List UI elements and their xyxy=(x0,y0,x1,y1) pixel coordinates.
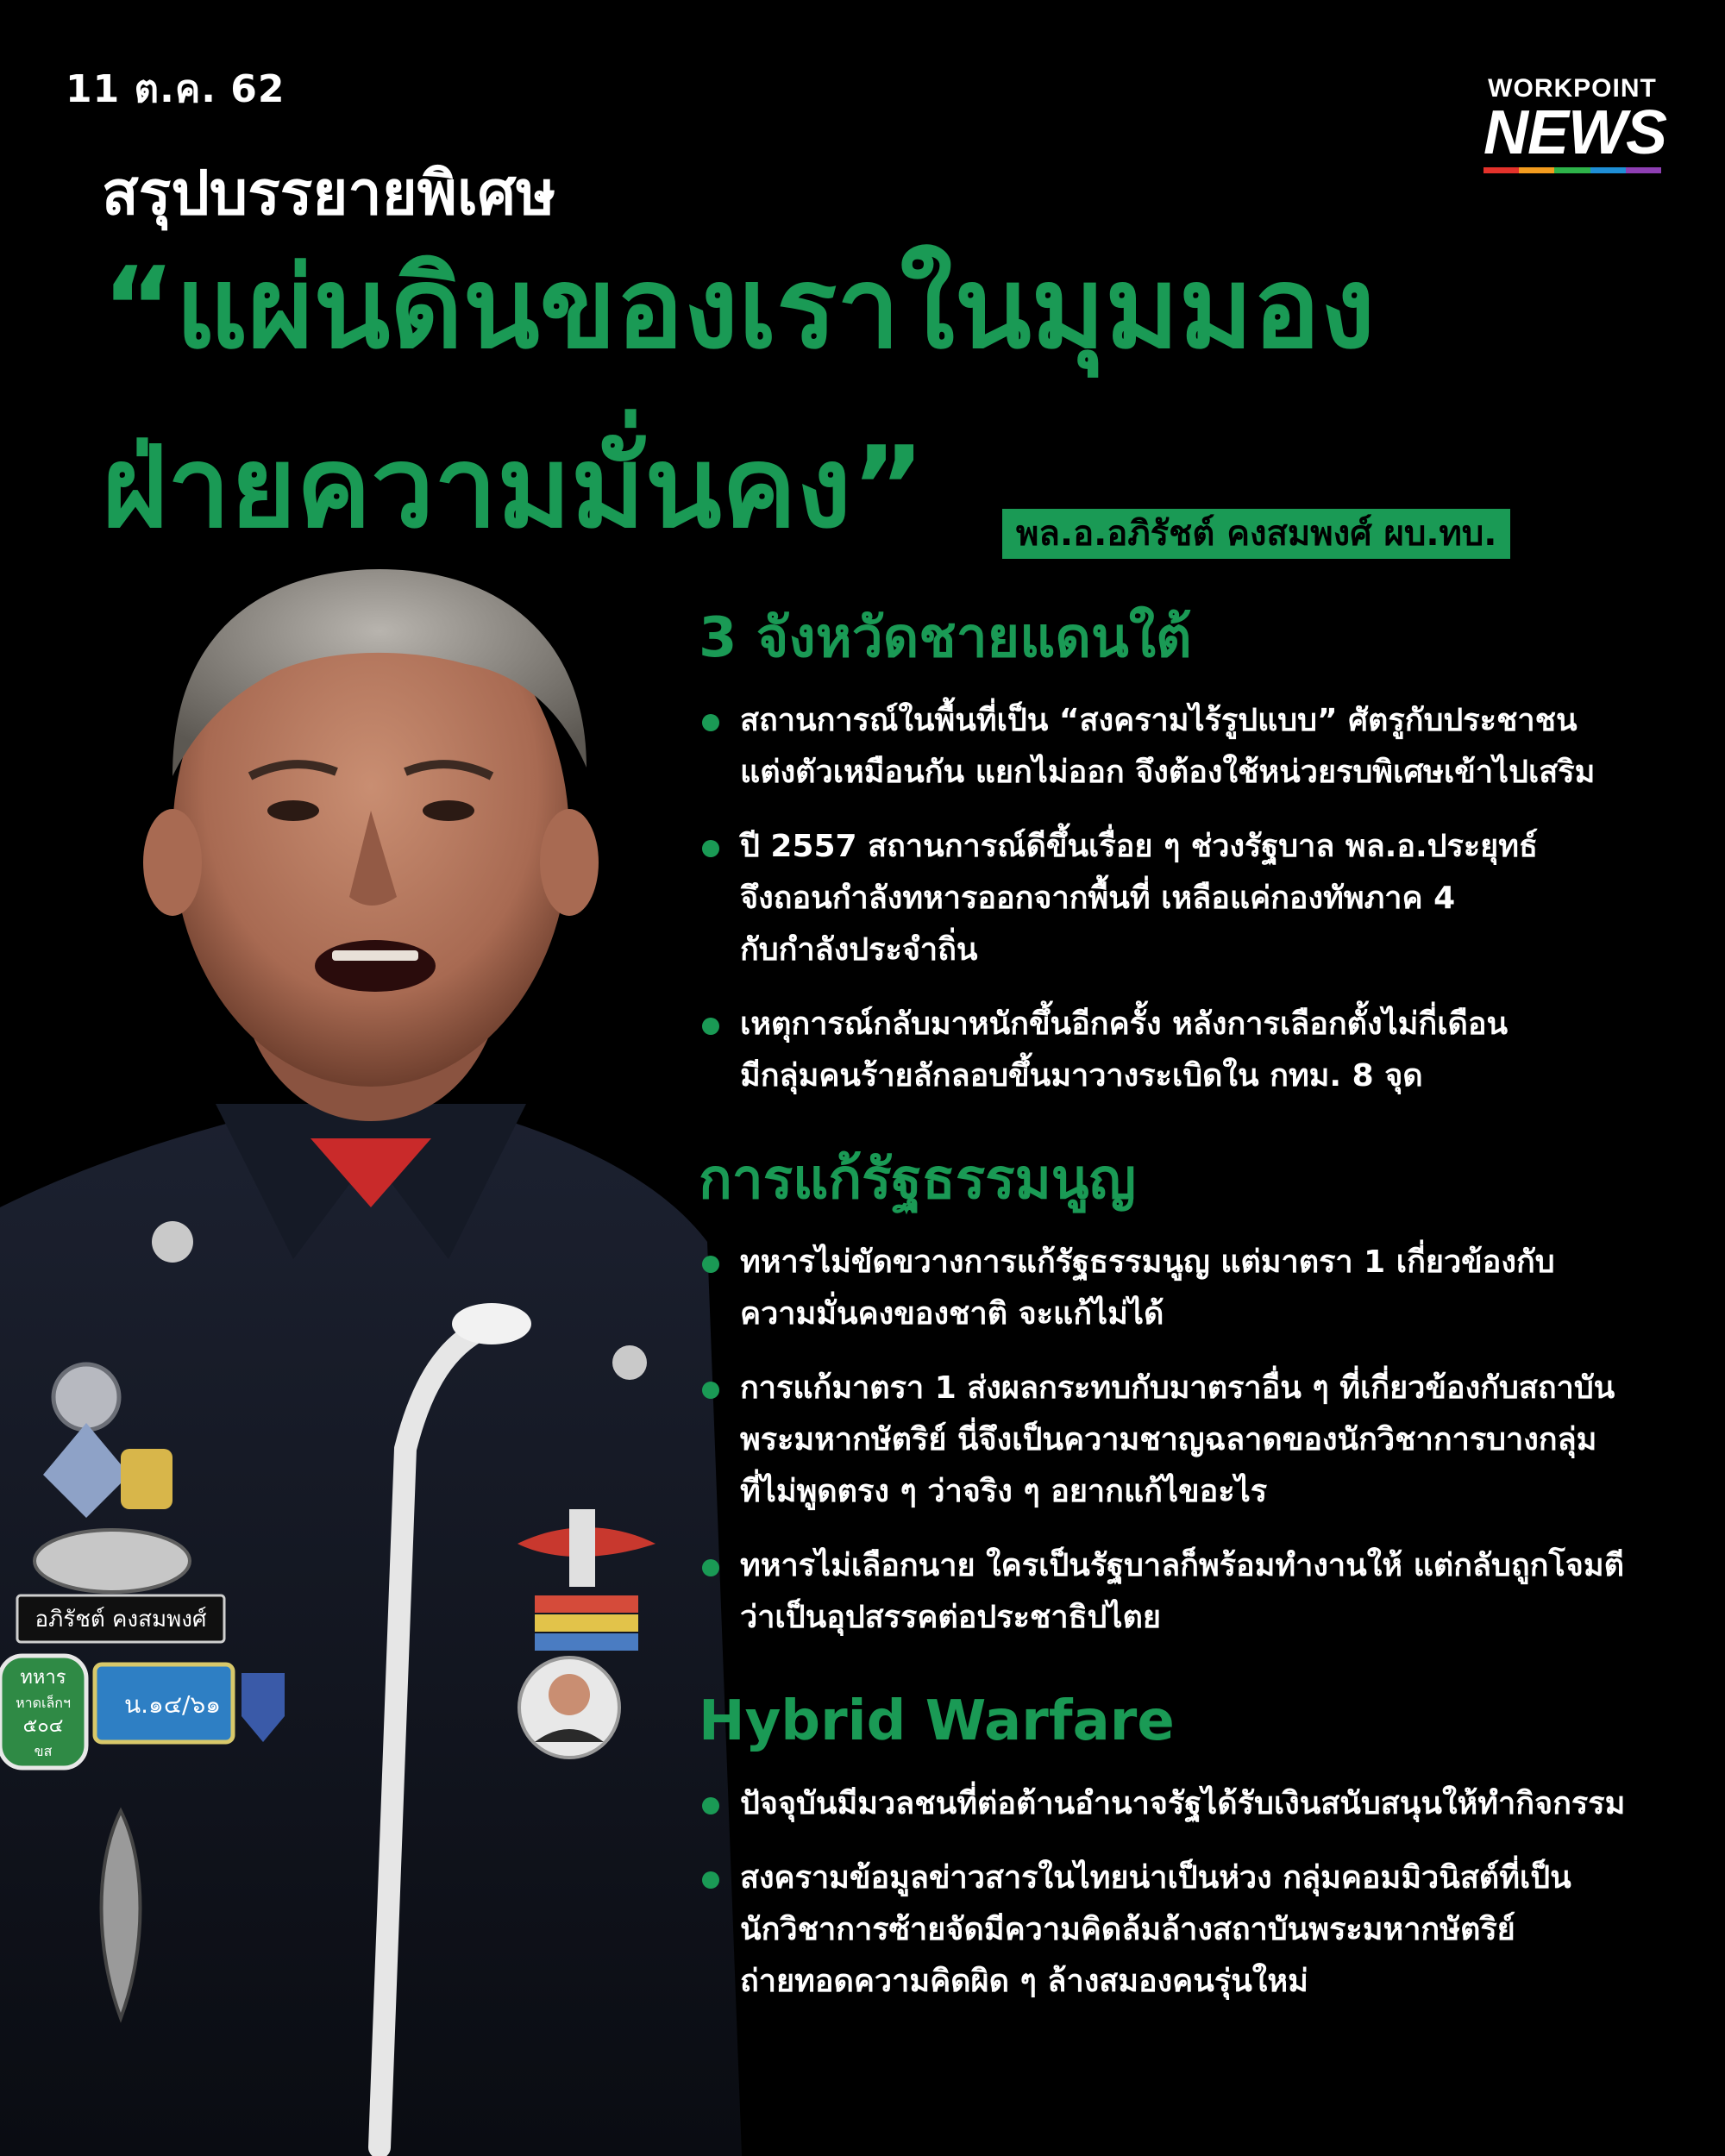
logo-bar-segment xyxy=(1484,167,1519,173)
section-heading: 3 จังหวัดชายแดนใต้ xyxy=(699,606,1192,670)
svg-text:ทหาร: ทหาร xyxy=(20,1667,66,1689)
section-heading: การแก้รัฐธรรมนูญ xyxy=(699,1148,1137,1212)
title-line-2: ฝ่ายความมั่นคง” xyxy=(102,422,925,553)
bullet-line: พระมหากษัตริย์ นี่จึงเป็นความชาญฉลาดของนักวิชาการบางกลุ่ม xyxy=(740,1422,1597,1457)
right-ear xyxy=(540,809,599,916)
svg-text:๕๐๔: ๕๐๔ xyxy=(22,1715,64,1737)
date-label: 11 ต.ค. 62 xyxy=(66,67,285,111)
bullet-line: สถานการณ์ในพื้นที่เป็น “สงครามไร้รูปแบบ” ศัตรูกับประชาชน xyxy=(740,703,1578,738)
bullet-line: สงครามข้อมูลข่าวสารในไทยน่าเป็นห่วง กลุ่มคอมมิวนิสต์ที่เป็น xyxy=(740,1860,1571,1896)
logo-color-bar xyxy=(1484,167,1661,173)
subtitle: สรุปบรรยายพิเศษ xyxy=(102,158,556,229)
bullet-list xyxy=(699,695,1690,1102)
section-3 xyxy=(699,1687,1690,2008)
bullet-line: การแก้มาตรา 1 ส่งผลกระทบกับมาตราอื่น ๆ ที่เกี่ยวข้องกับสถาบัน xyxy=(740,1370,1615,1406)
bullet-item xyxy=(699,1237,1690,1340)
bullet-dot-icon xyxy=(702,1559,719,1576)
workpoint-news-logo xyxy=(1484,74,1666,173)
bullet-dot-icon xyxy=(702,714,719,731)
content-column xyxy=(699,604,1690,2051)
bullet-line: ความมั่นคงของชาติ จะแก้ไม่ได้ xyxy=(740,1296,1164,1332)
bullet-dot-icon xyxy=(702,1382,719,1399)
bullet-line: นักวิชาการซ้ายจัดมีความคิดล้มล้างสถาบันพระมหากษัตริย์ xyxy=(740,1912,1515,1947)
bullet-list xyxy=(699,1778,1690,2008)
bullet-item xyxy=(699,1852,1690,2008)
svg-text:ขส: ขส xyxy=(34,1743,53,1759)
bullet-dot-icon xyxy=(702,1797,719,1814)
ribbon-bar xyxy=(535,1595,638,1651)
mouth-shape xyxy=(315,940,436,992)
title-line-1: “แผ่นดินของเราในมุมมอง xyxy=(102,242,1376,373)
left-eye xyxy=(267,800,319,821)
bullet-dot-icon xyxy=(702,1018,719,1035)
bullet-line: ถ่ายทอดความคิดผิด ๆ ล้างสมองคนรุ่นใหม่ xyxy=(740,1964,1308,1999)
svg-text:น.๑๔/๖๑: น.๑๔/๖๑ xyxy=(124,1690,221,1719)
bullet-dot-icon xyxy=(702,1256,719,1273)
bullet-item xyxy=(699,1540,1690,1644)
logo-bar-segment xyxy=(1554,167,1590,173)
bullet-line: กับกำลังประจำถิ่น xyxy=(740,932,978,968)
right-eye xyxy=(423,800,474,821)
bullet-line: ปี 2557 สถานการณ์ดีขึ้นเรื่อย ๆ ช่วงรัฐบาล พล.อ.ประยุทธ์ xyxy=(740,829,1538,864)
bullet-line: ว่าเป็นอุปสรรคต่อประชาธิปไตย xyxy=(740,1600,1161,1635)
bullet-line: ที่ไม่พูดตรง ๆ ว่าจริง ๆ อยากแก้ไขอะไร xyxy=(740,1474,1268,1509)
bullet-list xyxy=(699,1237,1690,1644)
bullet-item xyxy=(699,999,1690,1102)
section-1 xyxy=(699,604,1690,1102)
speaker-label: พล.อ.อภิรัชต์ คงสมพงศ์ ผบ.ทบ. xyxy=(1002,509,1510,559)
bullet-line: มีกลุ่มคนร้ายลักลอบขึ้นมาวางระเบิดใน กทม. 8 จุด xyxy=(740,1058,1423,1094)
bullet-dot-icon xyxy=(702,1871,719,1889)
bullet-line: จึงถอนกำลังทหารออกจากพื้นที่ เหลือแค่กองทัพภาค 4 xyxy=(740,881,1456,916)
bullet-item xyxy=(699,1363,1690,1518)
bullet-dot-icon xyxy=(702,840,719,857)
bullet-item xyxy=(699,695,1690,799)
svg-text:หาดเล็กฯ: หาดเล็กฯ xyxy=(16,1695,71,1711)
bullet-line: ปัจจุบันมีมวลชนที่ต่อต้านอำนาจรัฐได้รับเงินสนับสนุนให้ทำกิจกรรม xyxy=(740,1786,1626,1821)
microphone-head xyxy=(452,1303,531,1344)
bullet-item xyxy=(699,821,1690,976)
nameplate-text: อภิรัชต์ คงสมพงศ์ xyxy=(34,1607,207,1633)
bullet-line: ทหารไม่เลือกนาย ใครเป็นรัฐบาลก็พร้อมทำงานให้ แต่กลับถูกโจมตี xyxy=(740,1548,1624,1583)
portrait-illustration xyxy=(0,552,776,2156)
logo-top-text: WORKPOINT xyxy=(1488,74,1657,103)
logo-bar-segment xyxy=(1519,167,1554,173)
section-2 xyxy=(699,1145,1690,1644)
logo-main-text: NEWS xyxy=(1484,98,1666,167)
section-heading: Hybrid Warfare xyxy=(699,1689,1175,1753)
bullet-line: ทหารไม่ขัดขวางการแก้รัฐธรรมนูญ แต่มาตรา 1 เกี่ยวข้องกับ xyxy=(740,1244,1555,1280)
bullet-line: แต่งตัวเหมือนกัน แยกไม่ออก จึงต้องใช้หน่วยรบพิเศษเข้าไปเสริม xyxy=(740,755,1596,790)
bullet-item xyxy=(699,1778,1690,1830)
logo-bar-segment xyxy=(1626,167,1661,173)
logo-bar-segment xyxy=(1590,167,1626,173)
bullet-line: เหตุการณ์กลับมาหนักขึ้นอีกครั้ง หลังการเลือกตั้งไม่กี่เดือน xyxy=(740,1006,1509,1042)
left-ear xyxy=(143,809,202,916)
